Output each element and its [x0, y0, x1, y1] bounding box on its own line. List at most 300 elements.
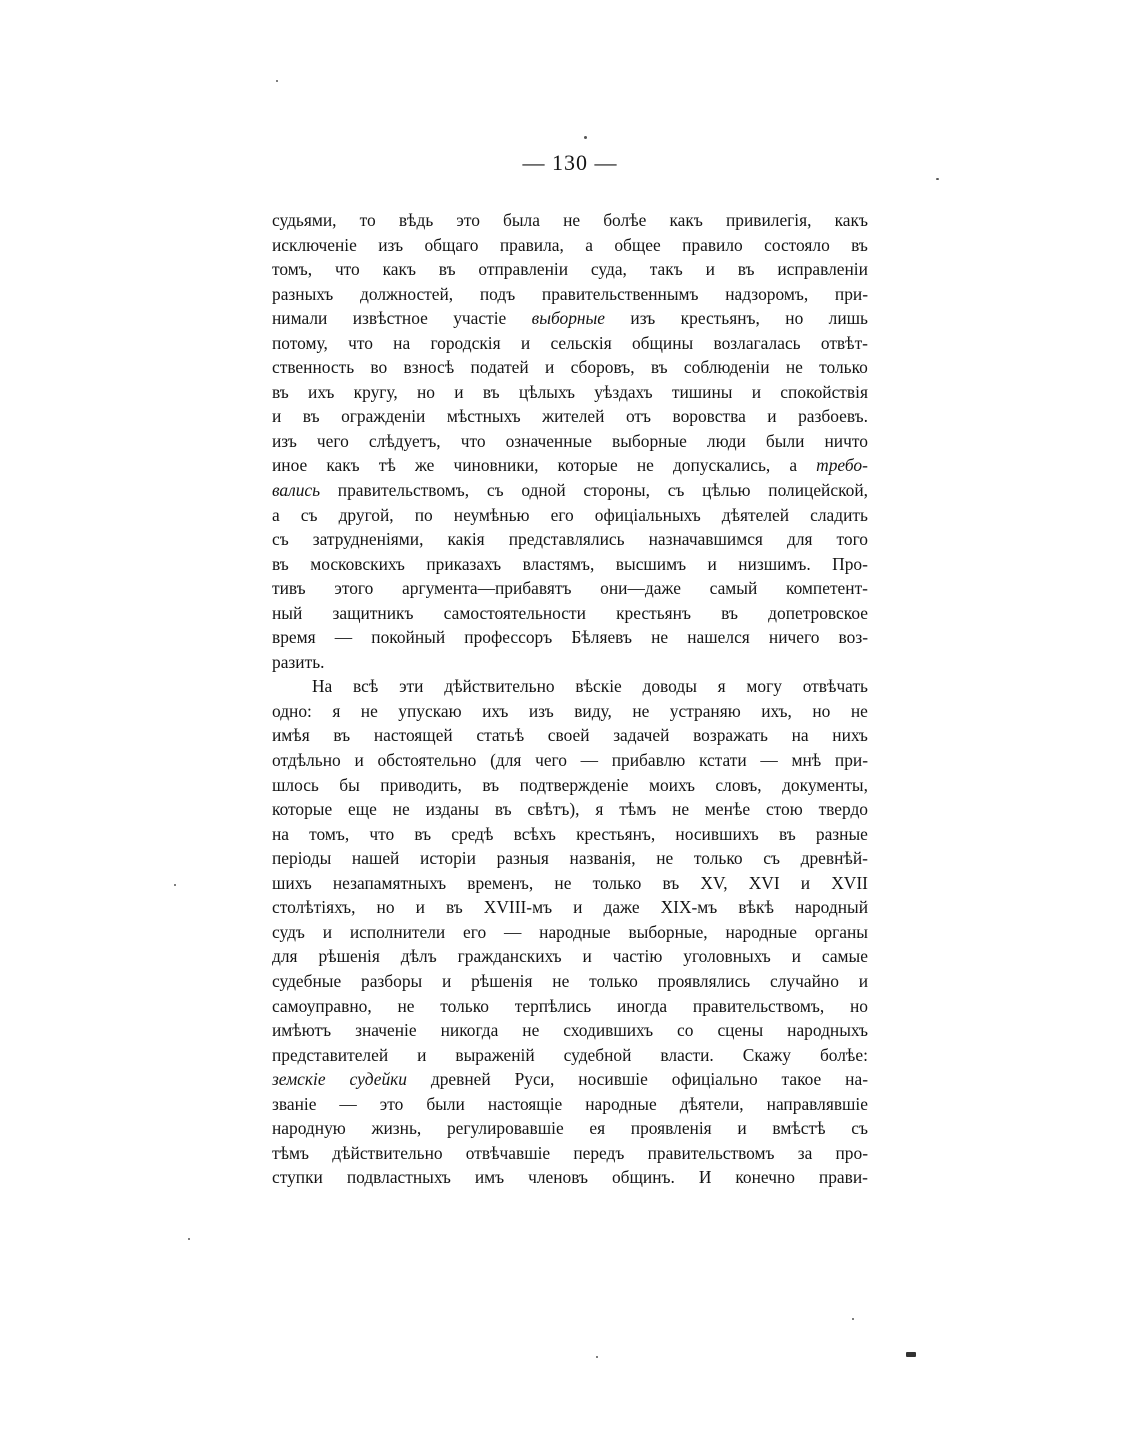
text-line — [272, 233, 868, 258]
word: общаго — [424, 234, 479, 255]
word: но — [376, 897, 395, 918]
word: стою — [765, 799, 803, 820]
word: не — [785, 357, 803, 378]
word: ный — [272, 602, 303, 623]
word: взносѣ — [403, 357, 455, 378]
word: и — [415, 897, 425, 918]
word: другой, — [338, 504, 394, 525]
word: изъ — [378, 234, 404, 255]
word: отвѣчать — [802, 676, 868, 697]
word: отвѣт- — [820, 332, 868, 353]
word: вѣдь — [398, 210, 434, 230]
word: Про- — [832, 553, 868, 574]
text-line — [272, 552, 868, 577]
word: одной — [521, 480, 566, 501]
word: съ — [851, 1118, 868, 1139]
word: ихъ — [308, 381, 335, 402]
word: значеніе — [355, 1020, 417, 1041]
word: офиціальныхъ — [594, 504, 701, 525]
word: незапамятныхъ — [332, 872, 447, 893]
text-line — [272, 380, 868, 405]
word: не — [554, 872, 572, 893]
emphasized-word: земскіе — [272, 1069, 326, 1090]
word: имѣютъ — [272, 1020, 332, 1041]
word: и — [800, 872, 811, 893]
word: и — [354, 750, 364, 771]
word: съ — [272, 529, 289, 550]
word: я — [595, 799, 604, 820]
text-line — [272, 699, 868, 724]
word: разборы — [361, 970, 423, 991]
word: всѣхъ — [513, 823, 556, 844]
word: податей — [470, 357, 529, 378]
word: разные — [815, 823, 868, 844]
word: судебной — [563, 1044, 632, 1065]
word: я — [717, 676, 726, 697]
word: болѣе: — [819, 1044, 868, 1065]
word: упускаю — [398, 700, 462, 721]
word: передъ — [573, 1142, 625, 1163]
word: допускались, — [672, 455, 771, 476]
word: правительствомъ, — [337, 480, 470, 501]
word: допетровское — [768, 602, 868, 623]
word: для — [272, 946, 298, 967]
word: спокойствія — [780, 381, 868, 402]
word: XIX-мъ — [660, 897, 718, 918]
word: отвѣчавшіе — [465, 1142, 551, 1163]
word: съ — [486, 480, 504, 501]
word: подъ — [479, 283, 516, 304]
word: люди — [706, 430, 746, 451]
word: компетент- — [786, 578, 868, 599]
word: обстоятельно — [377, 750, 477, 771]
body-text — [272, 208, 868, 1190]
word: какъ — [326, 455, 360, 476]
text-line — [272, 1018, 868, 1043]
scan-speck — [936, 178, 939, 180]
word: и — [582, 946, 592, 967]
word: разбоевъ. — [798, 406, 868, 427]
word: шлось — [272, 774, 319, 795]
word: властямъ, — [522, 553, 595, 574]
word: тѣмъ — [272, 1142, 310, 1163]
word: сходившихъ — [563, 1020, 654, 1041]
word: древнѣй- — [800, 848, 868, 869]
word: подвластныхъ — [346, 1167, 451, 1188]
word: сборовъ, — [570, 357, 635, 378]
text-line — [272, 920, 868, 945]
word: конечно — [735, 1167, 795, 1188]
word: XVIII-мъ — [483, 897, 553, 918]
word: только — [589, 970, 638, 991]
word: И — [698, 1167, 712, 1188]
word: а — [789, 455, 798, 476]
word: томъ, — [272, 259, 313, 280]
word: его — [463, 921, 487, 942]
word: документы, — [782, 774, 868, 795]
word: такъ — [649, 259, 683, 280]
word: тишины — [671, 381, 733, 402]
word: лишь — [828, 308, 868, 329]
word: потому, — [272, 332, 328, 353]
word: за — [797, 1142, 813, 1163]
word: возражать — [693, 725, 768, 746]
word: для — [786, 529, 813, 550]
word: вмѣстѣ — [772, 1118, 826, 1139]
word: были — [765, 430, 805, 451]
word: статьѣ — [476, 725, 525, 746]
word: проявленія — [630, 1118, 712, 1139]
word: въ — [737, 259, 755, 280]
word: приказахъ — [426, 553, 502, 574]
word: словъ, — [715, 774, 762, 795]
word: дѣятелей — [721, 504, 790, 525]
word: и — [858, 970, 868, 991]
word: жизнь, — [371, 1118, 422, 1139]
word: профессоръ — [464, 627, 553, 648]
word: аргумента—прибавятъ — [402, 578, 572, 599]
word: это — [456, 210, 480, 230]
word: но — [849, 995, 868, 1016]
word: но — [812, 700, 831, 721]
word: общее — [614, 234, 661, 255]
word: что — [334, 259, 360, 280]
text-line — [272, 625, 868, 650]
word: огражденіи — [341, 406, 426, 427]
word: только — [592, 872, 642, 893]
word: привилегія, — [725, 210, 812, 230]
word: ничего — [768, 627, 820, 648]
word: частію — [612, 946, 663, 967]
word: дѣйствительно — [332, 1142, 443, 1163]
word: болѣе — [603, 210, 647, 230]
word: и — [545, 357, 555, 378]
text-line — [272, 208, 868, 233]
word: — — [760, 750, 778, 771]
word: цѣлью — [702, 480, 751, 501]
word: въ — [302, 406, 320, 427]
text-line — [272, 331, 868, 356]
word: же — [414, 455, 435, 476]
word: не — [397, 995, 415, 1016]
word: уголовныхъ — [683, 946, 771, 967]
word: и — [791, 946, 801, 967]
word: рѣшенія — [318, 946, 380, 967]
word: и — [705, 259, 715, 280]
word: изданы — [425, 799, 479, 820]
text-line — [272, 871, 868, 896]
word: такое — [781, 1069, 822, 1090]
word: воз- — [838, 627, 868, 648]
word: никогда — [440, 1020, 499, 1041]
text-line — [272, 404, 868, 429]
word: въ — [438, 259, 456, 280]
word: исправленіи — [777, 259, 868, 280]
word: надзоромъ, — [725, 283, 809, 304]
word: разить. — [272, 651, 325, 672]
text-line — [272, 527, 868, 552]
word: участіе — [453, 308, 507, 329]
word: слѣдуетъ, — [368, 430, 441, 451]
scan-speck — [276, 80, 278, 82]
word: были — [426, 1093, 465, 1114]
word: время — [272, 627, 316, 648]
word: со — [677, 1020, 694, 1041]
word: въ — [662, 872, 680, 893]
word: въ — [482, 774, 500, 795]
text-line — [272, 576, 868, 601]
word: которые — [272, 799, 333, 820]
word: имѣя — [272, 725, 310, 746]
word: разныя — [496, 848, 549, 869]
word: въ — [272, 553, 289, 574]
text-line — [272, 1092, 868, 1117]
word: исключеніе — [272, 234, 357, 255]
word: древней — [430, 1069, 491, 1090]
word: не — [656, 848, 674, 869]
word: судебные — [272, 970, 342, 991]
word: которые — [557, 455, 618, 476]
word: что — [460, 430, 486, 451]
word: Руси, — [514, 1069, 555, 1090]
word: эти — [399, 676, 424, 697]
word: что — [348, 332, 373, 353]
word: прави- — [818, 1167, 868, 1188]
scan-speck — [596, 1356, 598, 1358]
word: выборные, — [628, 921, 708, 942]
text-line — [272, 944, 868, 969]
word: даже — [603, 897, 640, 918]
word: направлявшіе — [766, 1093, 868, 1114]
word: На — [312, 676, 333, 697]
word: народные — [539, 921, 611, 942]
word: крестьянъ, — [576, 823, 656, 844]
text-line — [272, 355, 868, 380]
word: и — [454, 381, 464, 402]
word: какъ — [669, 210, 703, 230]
word: — — [503, 921, 522, 942]
word: мнѣ — [791, 750, 822, 771]
text-line — [272, 895, 868, 920]
word: гражданскихъ — [457, 946, 562, 967]
word: ихъ, — [761, 700, 792, 721]
text-line — [272, 1067, 868, 1092]
word: самый — [709, 578, 758, 599]
word: съ — [763, 848, 780, 869]
text-line — [272, 723, 868, 748]
word: тивъ — [272, 578, 306, 599]
word: уѣздахъ — [594, 381, 653, 402]
word: столѣтіяхъ, — [272, 897, 356, 918]
text-line — [272, 674, 868, 699]
emphasized-word: судейки — [349, 1069, 407, 1090]
word: общинъ. — [611, 1167, 675, 1188]
word: носившихъ — [675, 823, 759, 844]
word: изъ — [630, 308, 656, 329]
word: бы — [339, 774, 360, 795]
word: по — [414, 504, 433, 525]
word: какія — [447, 529, 485, 550]
text-line — [272, 429, 868, 454]
text-line — [272, 1043, 868, 1068]
text-line — [272, 1141, 868, 1166]
word: при- — [834, 283, 868, 304]
word: иногда — [616, 995, 668, 1016]
word: томъ, — [309, 823, 350, 844]
word: крестьянъ, — [680, 308, 760, 329]
word: въ — [333, 725, 351, 746]
word: проявлялись — [657, 970, 751, 991]
word: и — [767, 406, 777, 427]
word: правила, — [499, 234, 564, 255]
word: цѣлыхъ — [518, 381, 576, 402]
word: дѣлъ — [400, 946, 437, 967]
word: кстати — [698, 750, 747, 771]
word: подтвержденіе — [519, 774, 629, 795]
word: временъ, — [467, 872, 534, 893]
word: одно: — [272, 700, 312, 721]
word: дѣятели, — [679, 1093, 744, 1114]
text-line — [272, 478, 868, 503]
word: во — [370, 357, 388, 378]
scan-speck — [174, 884, 176, 886]
word: въ — [721, 602, 738, 623]
word: какъ — [382, 259, 416, 280]
text-line — [272, 846, 868, 871]
scan-speck — [852, 1318, 854, 1320]
word: затрудненіями, — [312, 529, 424, 550]
word: что — [369, 823, 395, 844]
word: съ — [300, 504, 318, 525]
word: неумѣнью — [453, 504, 530, 525]
word: низшимъ. — [738, 553, 811, 574]
text-line — [272, 503, 868, 528]
word: мѣстныхъ — [446, 406, 521, 427]
word: иное — [272, 455, 308, 476]
word: и — [442, 970, 452, 991]
word: правило — [682, 234, 743, 255]
word: сельскія — [550, 332, 612, 353]
word: соблюденіи — [683, 357, 770, 378]
word: членовъ — [528, 1167, 589, 1188]
word: настоящей — [373, 725, 453, 746]
word: устраняю — [669, 700, 741, 721]
word: рѣшенія — [471, 970, 533, 991]
word: московскихъ — [310, 553, 405, 574]
word: нихъ — [832, 725, 868, 746]
word: выборные — [612, 430, 687, 451]
word: и — [737, 1118, 747, 1139]
word: но — [785, 308, 804, 329]
word: Бѣляевъ — [571, 627, 632, 648]
word: разныхъ — [272, 283, 334, 304]
word: исторіи — [420, 848, 476, 869]
word: — — [339, 1093, 357, 1114]
word: чиновники, — [453, 455, 539, 476]
word: званіе — [272, 1093, 317, 1114]
word: доводы — [642, 676, 697, 697]
word: исполнители — [349, 921, 446, 942]
word: должностей, — [360, 283, 454, 304]
word: нимали — [272, 308, 328, 329]
word: отдѣльно — [272, 750, 341, 771]
text-line — [272, 773, 868, 798]
word: общины — [631, 332, 694, 353]
word: это — [379, 1093, 404, 1114]
word: нашей — [351, 848, 400, 869]
word: не — [360, 700, 378, 721]
word: въ — [272, 381, 289, 402]
word: на — [791, 725, 809, 746]
word: на- — [845, 1069, 868, 1090]
paragraph — [272, 674, 868, 1189]
word: народныхъ — [787, 1020, 868, 1041]
word: защитникъ — [332, 602, 414, 623]
text-line — [272, 1165, 868, 1190]
word: отправленіи — [478, 259, 569, 280]
word: представителей — [272, 1044, 389, 1065]
word: правительственнымъ — [541, 283, 699, 304]
word: еще — [348, 799, 377, 820]
word: прибавлю — [611, 750, 686, 771]
word: только — [693, 848, 743, 869]
emphasized-word: требо- — [816, 455, 868, 476]
word: не — [522, 1020, 540, 1041]
word: въ — [851, 234, 868, 255]
word: воровства — [672, 406, 746, 427]
word: терпѣлись — [514, 995, 592, 1016]
word: чего — [316, 430, 349, 451]
word: и — [573, 897, 583, 918]
word: только — [440, 995, 489, 1016]
word: не — [850, 700, 868, 721]
word: какъ — [834, 210, 868, 230]
text-line — [272, 650, 868, 675]
word: всѣ — [353, 676, 379, 697]
word: органы — [814, 921, 868, 942]
word: ихъ — [482, 700, 509, 721]
word: ступки — [272, 1167, 323, 1188]
word: народные — [585, 1093, 657, 1114]
word: этого — [334, 578, 374, 599]
text-line — [272, 969, 868, 994]
word: я — [332, 700, 341, 721]
text-line — [272, 1116, 868, 1141]
word: сцены — [717, 1020, 764, 1041]
word: сладить — [810, 504, 868, 525]
text-line — [272, 822, 868, 847]
word: ственность — [272, 357, 355, 378]
word: извѣстное — [352, 308, 428, 329]
word: при- — [834, 750, 868, 771]
scan-speck — [584, 136, 587, 139]
word: только — [819, 357, 868, 378]
word: тѣмъ — [619, 799, 657, 820]
word: изъ — [528, 700, 554, 721]
word: (для — [490, 750, 522, 771]
word: власти. — [660, 1044, 714, 1065]
word: свѣтъ), — [527, 799, 580, 820]
word: настоящіе — [487, 1093, 563, 1114]
word: менѣе — [704, 799, 751, 820]
word: регулировавшіе — [446, 1118, 564, 1139]
word: была — [503, 210, 540, 230]
word: средѣ — [451, 823, 494, 844]
word: не — [672, 799, 690, 820]
word: XV, — [700, 872, 728, 893]
word: на — [393, 332, 411, 353]
word: носившіе — [578, 1069, 648, 1090]
